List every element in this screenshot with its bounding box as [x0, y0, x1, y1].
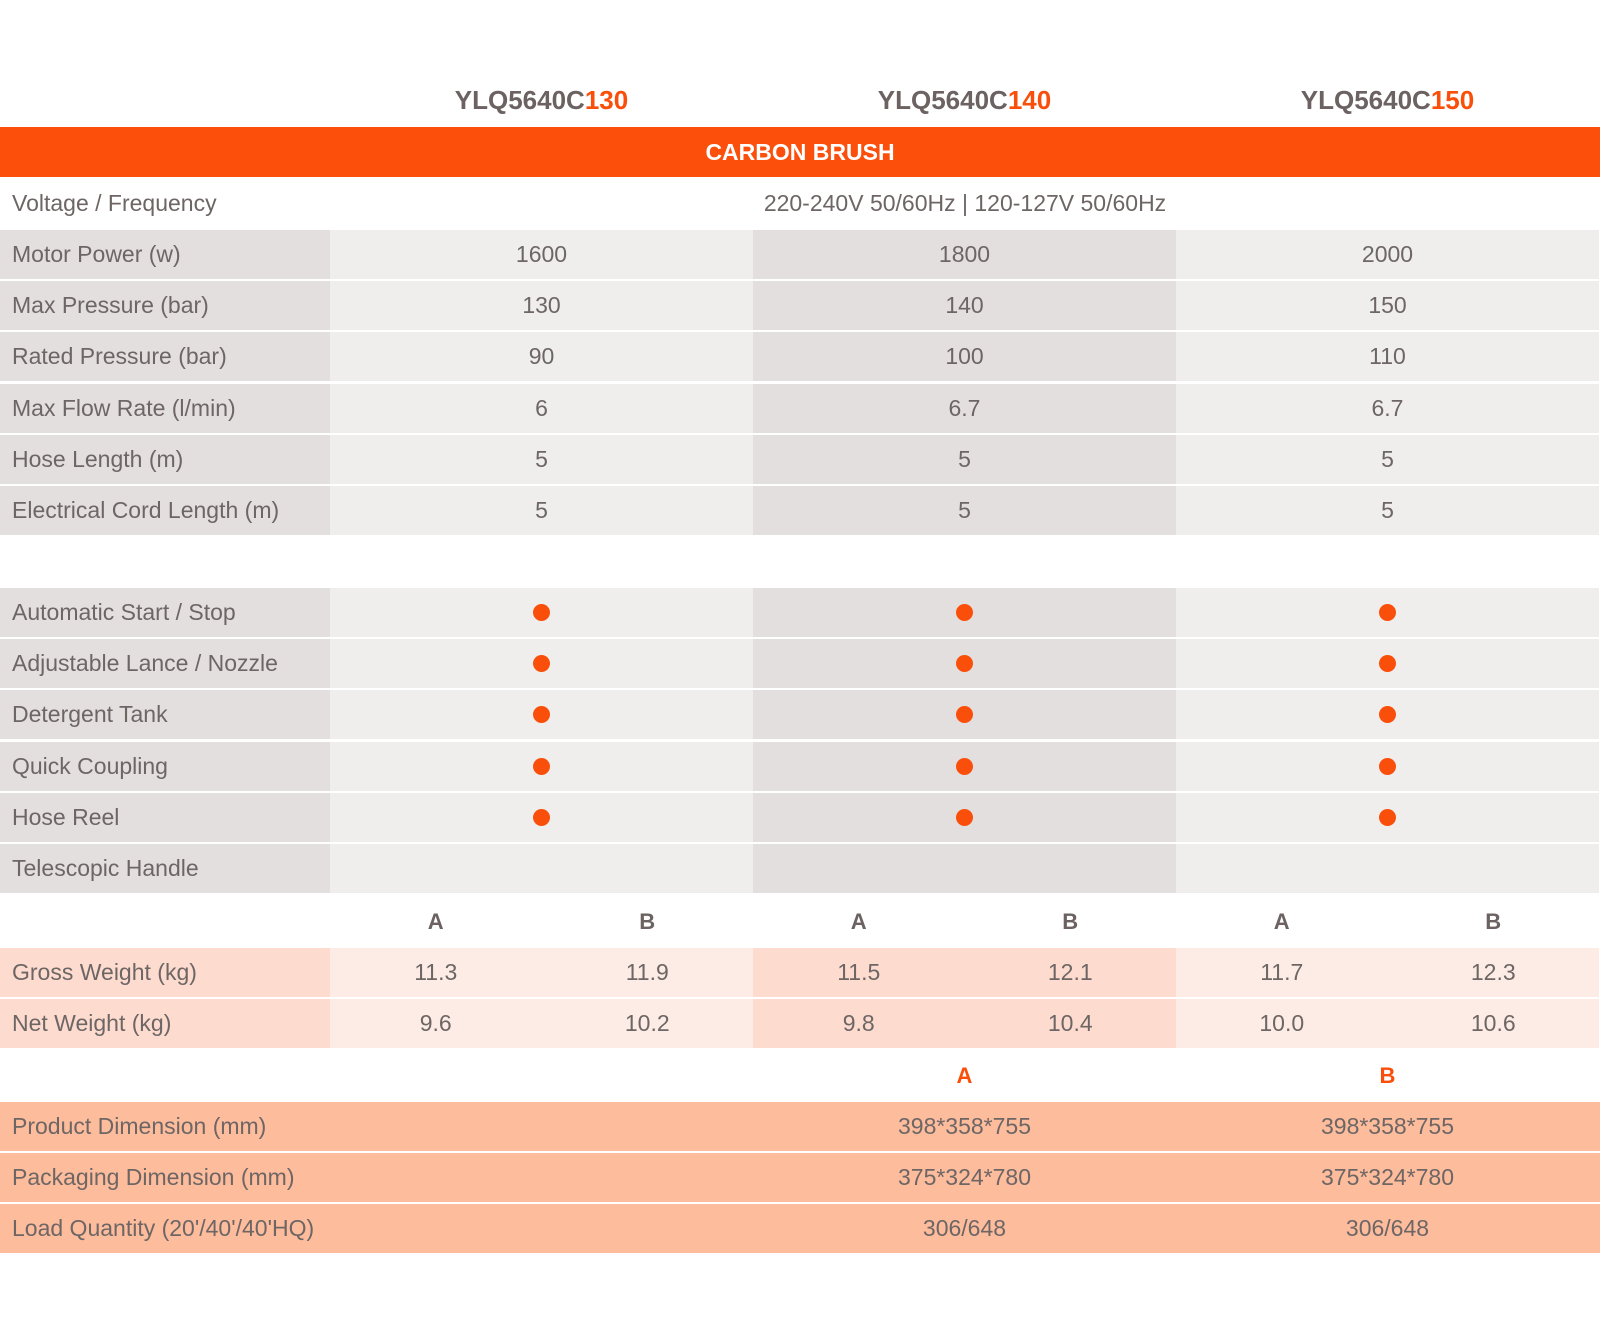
dimension-value: 375*324*780	[897, 1164, 1032, 1190]
feature-cell	[753, 690, 1176, 739]
spec-value: 1600	[330, 230, 753, 279]
feature-cell	[1176, 844, 1599, 893]
weight-value: 11.3	[330, 948, 542, 997]
feature-cell	[1176, 639, 1599, 688]
weight-variant-header: B	[639, 908, 656, 934]
feature-cell	[330, 639, 753, 688]
weight-value: 10.4	[965, 999, 1177, 1048]
weight-value: 11.5	[753, 948, 965, 997]
spec-value: 130	[330, 281, 753, 330]
dimension-value: 306/648	[1345, 1215, 1430, 1241]
model-header	[330, 78, 753, 122]
feature-included-dot-icon	[1379, 604, 1396, 621]
weight-value: 11.9	[542, 948, 754, 997]
feature-label: Adjustable Lance / Nozzle	[12, 650, 278, 676]
model-header	[1176, 78, 1599, 122]
spec-label: Max Flow Rate (l/min)	[12, 395, 236, 421]
spec-value: 6	[330, 384, 753, 433]
feature-cell	[330, 690, 753, 739]
feature-label: Detergent Tank	[12, 701, 168, 727]
spec-value: 5	[753, 486, 1176, 535]
spec-value: 6.7	[1176, 384, 1599, 433]
dimension-variant-header: B	[1379, 1062, 1396, 1088]
spec-value: 5	[753, 435, 1176, 484]
weight-variant-header: A	[1273, 908, 1290, 934]
spec-value: 90	[330, 332, 753, 381]
spec-value: 150	[1176, 281, 1599, 330]
spec-value: 5	[1176, 435, 1599, 484]
weight-value: 9.6	[330, 999, 542, 1048]
feature-included-dot-icon	[956, 758, 973, 775]
weight-value: 10.2	[542, 999, 754, 1048]
weight-variant-header: A	[427, 908, 444, 934]
weight-value: 11.7	[1176, 948, 1388, 997]
spec-value: 100	[753, 332, 1176, 381]
weight-value: 10.6	[1388, 999, 1600, 1048]
feature-included-dot-icon	[533, 758, 550, 775]
feature-label: Hose Reel	[12, 804, 120, 830]
spec-label: Motor Power (w)	[12, 241, 181, 267]
feature-label: Telescopic Handle	[12, 855, 199, 881]
feature-cell	[330, 793, 753, 842]
spec-value: 5	[330, 486, 753, 535]
model-prefix: YLQ5640C	[877, 84, 1008, 115]
spec-label: Max Pressure (bar)	[12, 292, 209, 318]
weight-variant-header: B	[1485, 908, 1502, 934]
feature-cell	[1176, 793, 1599, 842]
spec-label: Electrical Cord Length (m)	[12, 497, 280, 523]
weight-variant-header: B	[1062, 908, 1079, 934]
dimension-label: Product Dimension (mm)	[12, 1113, 267, 1139]
feature-included-dot-icon	[956, 809, 973, 826]
feature-included-dot-icon	[533, 655, 550, 672]
weight-value: 12.1	[965, 948, 1177, 997]
dimension-value: 398*358*755	[897, 1113, 1032, 1139]
feature-included-dot-icon	[1379, 758, 1396, 775]
voltage-label: Voltage / Frequency	[12, 190, 217, 216]
dimension-label: Packaging Dimension (mm)	[12, 1164, 295, 1190]
spec-label: Hose Length (m)	[12, 446, 184, 472]
spec-value: 5	[330, 435, 753, 484]
feature-cell	[1176, 588, 1599, 637]
weight-value: 10.0	[1176, 999, 1388, 1048]
spec-value: 110	[1176, 332, 1599, 381]
model-prefix: YLQ5640C	[454, 84, 585, 115]
weight-label: Net Weight (kg)	[12, 1010, 172, 1036]
feature-cell	[753, 639, 1176, 688]
model-suffix: 150	[1430, 84, 1475, 115]
dimension-label: Load Quantity (20'/40'/40'HQ)	[12, 1215, 315, 1241]
dimension-value: 398*358*755	[1320, 1113, 1455, 1139]
feature-cell	[330, 742, 753, 791]
spec-label: Rated Pressure (bar)	[12, 343, 227, 369]
spec-value: 2000	[1176, 230, 1599, 279]
feature-cell	[753, 742, 1176, 791]
spec-value: 5	[1176, 486, 1599, 535]
model-suffix: 130	[584, 84, 629, 115]
model-header	[753, 78, 1176, 122]
dimension-value: 375*324*780	[1320, 1164, 1455, 1190]
feature-label: Quick Coupling	[12, 753, 168, 779]
feature-included-dot-icon	[956, 706, 973, 723]
feature-included-dot-icon	[956, 604, 973, 621]
model-suffix: 140	[1007, 84, 1052, 115]
feature-included-dot-icon	[1379, 655, 1396, 672]
feature-included-dot-icon	[1379, 706, 1396, 723]
feature-included-dot-icon	[533, 706, 550, 723]
feature-cell	[753, 844, 1176, 893]
dimension-value: 306/648	[922, 1215, 1007, 1241]
weight-label: Gross Weight (kg)	[12, 959, 197, 985]
feature-cell	[330, 844, 753, 893]
model-prefix: YLQ5640C	[1300, 84, 1431, 115]
dimension-variant-header: A	[956, 1062, 973, 1088]
weight-variant-header: A	[850, 908, 867, 934]
feature-cell	[753, 588, 1176, 637]
weight-value: 12.3	[1388, 948, 1600, 997]
voltage-value: 220-240V 50/60Hz | 120-127V 50/60Hz	[763, 190, 1167, 216]
spec-value: 6.7	[753, 384, 1176, 433]
feature-cell	[1176, 690, 1599, 739]
banner-carbon-brush: CARBON BRUSH	[0, 127, 1600, 177]
spec-value: 140	[753, 281, 1176, 330]
feature-included-dot-icon	[1379, 809, 1396, 826]
feature-included-dot-icon	[533, 604, 550, 621]
feature-label: Automatic Start / Stop	[12, 599, 236, 625]
feature-cell	[753, 793, 1176, 842]
feature-included-dot-icon	[533, 809, 550, 826]
feature-cell	[330, 588, 753, 637]
weight-value: 9.8	[753, 999, 965, 1048]
feature-included-dot-icon	[956, 655, 973, 672]
spec-value: 1800	[753, 230, 1176, 279]
feature-cell	[1176, 742, 1599, 791]
